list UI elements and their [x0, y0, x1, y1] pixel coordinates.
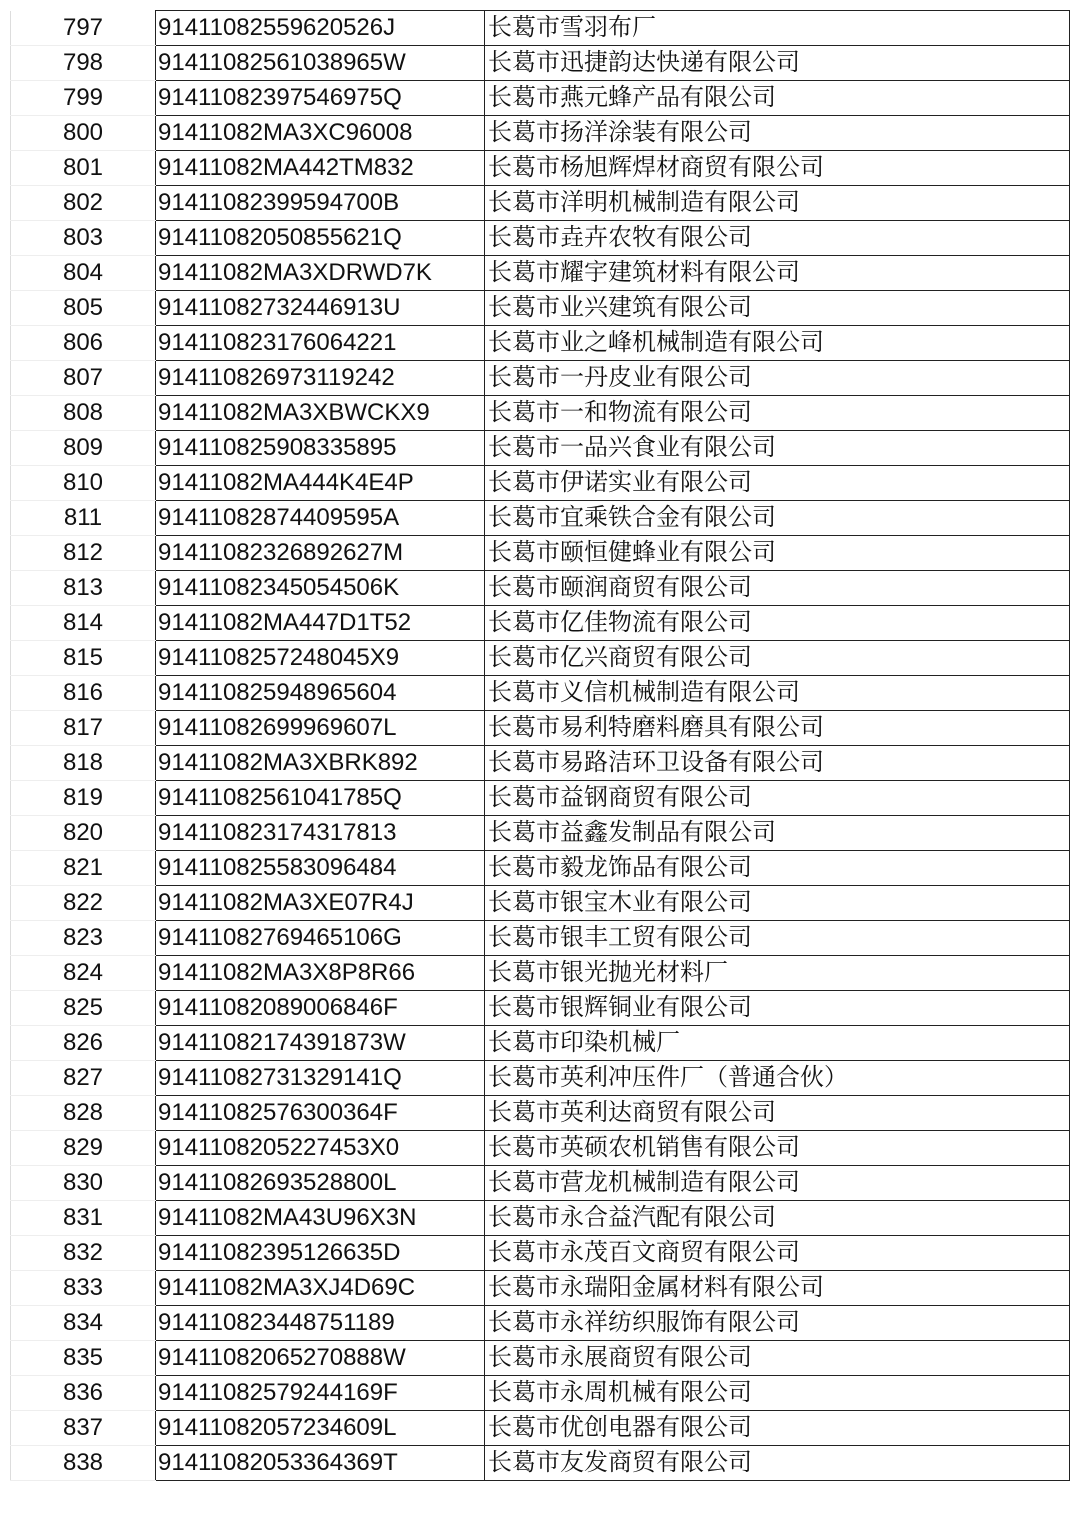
credit-code: 91411082089006846F — [156, 991, 485, 1026]
credit-code: 91411082MA3XDRWD7K — [156, 256, 485, 291]
credit-code: 91411082769465106G — [156, 921, 485, 956]
table-row — [11, 116, 1070, 151]
credit-code: 91411082397546975Q — [156, 81, 485, 116]
row-number: 811 — [11, 501, 156, 536]
row-number: 832 — [11, 1236, 156, 1271]
row-number: 824 — [11, 956, 156, 991]
row-number: 829 — [11, 1131, 156, 1166]
company-name: 长葛市迅捷韵达快递有限公司 — [485, 46, 1070, 81]
credit-code: 91411082MA3XBRK892 — [156, 746, 485, 781]
table-row — [11, 291, 1070, 326]
credit-code: 91411082559620526J — [156, 11, 485, 46]
row-number: 797 — [11, 11, 156, 46]
table-row — [11, 676, 1070, 711]
row-number: 834 — [11, 1306, 156, 1341]
row-number: 836 — [11, 1376, 156, 1411]
row-number: 823 — [11, 921, 156, 956]
credit-code: 91411082MA444K4E4P — [156, 466, 485, 501]
row-number: 803 — [11, 221, 156, 256]
row-number: 827 — [11, 1061, 156, 1096]
row-number: 837 — [11, 1411, 156, 1446]
table-row — [11, 851, 1070, 886]
company-name: 长葛市永茂百文商贸有限公司 — [485, 1236, 1070, 1271]
company-name: 长葛市银宝木业有限公司 — [485, 886, 1070, 921]
credit-code: 914110823176064221 — [156, 326, 485, 361]
company-name: 长葛市友发商贸有限公司 — [485, 1446, 1070, 1481]
table-row — [11, 781, 1070, 816]
credit-code: 91411082065270888W — [156, 1341, 485, 1376]
row-number: 808 — [11, 396, 156, 431]
company-name: 长葛市亿佳物流有限公司 — [485, 606, 1070, 641]
credit-code: 914110823174317813 — [156, 816, 485, 851]
row-number: 833 — [11, 1271, 156, 1306]
credit-code: 914110825948965604 — [156, 676, 485, 711]
credit-code: 91411082MA442TM832 — [156, 151, 485, 186]
company-name: 长葛市垚卉农牧有限公司 — [485, 221, 1070, 256]
company-name: 长葛市永祥纺织服饰有限公司 — [485, 1306, 1070, 1341]
table-row — [11, 1271, 1070, 1306]
company-name: 长葛市益钢商贸有限公司 — [485, 781, 1070, 816]
company-name: 长葛市营龙机械制造有限公司 — [485, 1166, 1070, 1201]
row-number: 816 — [11, 676, 156, 711]
table-row — [11, 1236, 1070, 1271]
company-name: 长葛市颐润商贸有限公司 — [485, 571, 1070, 606]
row-number: 825 — [11, 991, 156, 1026]
row-number: 802 — [11, 186, 156, 221]
table-row — [11, 1061, 1070, 1096]
table-row — [11, 816, 1070, 851]
table-row — [11, 641, 1070, 676]
table-row — [11, 1306, 1070, 1341]
company-list-table — [10, 10, 1070, 1481]
company-name: 长葛市英利达商贸有限公司 — [485, 1096, 1070, 1131]
credit-code: 914110823448751189 — [156, 1306, 485, 1341]
company-name: 长葛市业之峰机械制造有限公司 — [485, 326, 1070, 361]
table-row — [11, 606, 1070, 641]
table-row — [11, 501, 1070, 536]
credit-code: 91411082053364369T — [156, 1446, 485, 1481]
table-row — [11, 921, 1070, 956]
row-number: 819 — [11, 781, 156, 816]
credit-code: 91411082561041785Q — [156, 781, 485, 816]
company-name: 长葛市亿兴商贸有限公司 — [485, 641, 1070, 676]
table-row — [11, 1096, 1070, 1131]
table-row — [11, 186, 1070, 221]
credit-code: 9141108257248045X9 — [156, 641, 485, 676]
row-number: 800 — [11, 116, 156, 151]
table-row — [11, 886, 1070, 921]
table-row — [11, 431, 1070, 466]
company-name: 长葛市永周机械有限公司 — [485, 1376, 1070, 1411]
credit-code: 91411082326892627M — [156, 536, 485, 571]
table-row — [11, 991, 1070, 1026]
table-row — [11, 1131, 1070, 1166]
credit-code: 91411082MA447D1T52 — [156, 606, 485, 641]
credit-code: 91411082057234609L — [156, 1411, 485, 1446]
company-name: 长葛市雪羽布厂 — [485, 11, 1070, 46]
table-row — [11, 81, 1070, 116]
table-row — [11, 361, 1070, 396]
table-row — [11, 1201, 1070, 1236]
company-name: 长葛市颐恒健蜂业有限公司 — [485, 536, 1070, 571]
row-number: 813 — [11, 571, 156, 606]
company-name: 长葛市益鑫发制品有限公司 — [485, 816, 1070, 851]
credit-code: 91411082874409595A — [156, 501, 485, 536]
row-number: 826 — [11, 1026, 156, 1061]
row-number: 817 — [11, 711, 156, 746]
row-number: 812 — [11, 536, 156, 571]
table-row — [11, 11, 1070, 46]
table-row — [11, 396, 1070, 431]
credit-code: 91411082MA3XC96008 — [156, 116, 485, 151]
row-number: 806 — [11, 326, 156, 361]
company-name: 长葛市印染机械厂 — [485, 1026, 1070, 1061]
company-name: 长葛市耀宇建筑材料有限公司 — [485, 256, 1070, 291]
company-name: 长葛市英利冲压件厂（普通合伙） — [485, 1061, 1070, 1096]
table-row — [11, 1341, 1070, 1376]
credit-code: 91411082693528800L — [156, 1166, 485, 1201]
company-name: 长葛市宜乘铁合金有限公司 — [485, 501, 1070, 536]
row-number: 830 — [11, 1166, 156, 1201]
row-number: 810 — [11, 466, 156, 501]
credit-code: 914110825908335895 — [156, 431, 485, 466]
row-number: 804 — [11, 256, 156, 291]
company-name: 长葛市业兴建筑有限公司 — [485, 291, 1070, 326]
company-name: 长葛市优创电器有限公司 — [485, 1411, 1070, 1446]
company-name: 长葛市义信机械制造有限公司 — [485, 676, 1070, 711]
credit-code: 91411082399594700B — [156, 186, 485, 221]
company-name: 长葛市伊诺实业有限公司 — [485, 466, 1070, 501]
company-name: 长葛市银辉铜业有限公司 — [485, 991, 1070, 1026]
company-name: 长葛市一和物流有限公司 — [485, 396, 1070, 431]
credit-code: 914110826973119242 — [156, 361, 485, 396]
table-row — [11, 221, 1070, 256]
credit-code: 91411082576300364F — [156, 1096, 485, 1131]
row-number: 838 — [11, 1446, 156, 1481]
table-row — [11, 956, 1070, 991]
credit-code: 91411082MA3XJ4D69C — [156, 1271, 485, 1306]
table-row — [11, 1166, 1070, 1201]
row-number: 835 — [11, 1341, 156, 1376]
table-row — [11, 1411, 1070, 1446]
company-name: 长葛市银光抛光材料厂 — [485, 956, 1070, 991]
company-name: 长葛市一丹皮业有限公司 — [485, 361, 1070, 396]
company-name: 长葛市洋明机械制造有限公司 — [485, 186, 1070, 221]
table-row — [11, 711, 1070, 746]
table-row — [11, 1026, 1070, 1061]
table-row — [11, 746, 1070, 781]
credit-code: 91411082395126635D — [156, 1236, 485, 1271]
table-row — [11, 466, 1070, 501]
company-name: 长葛市易路洁环卫设备有限公司 — [485, 746, 1070, 781]
credit-code: 91411082050855621Q — [156, 221, 485, 256]
company-name: 长葛市一品兴食业有限公司 — [485, 431, 1070, 466]
row-number: 820 — [11, 816, 156, 851]
credit-code: 914110825583096484 — [156, 851, 485, 886]
credit-code: 91411082MA3XE07R4J — [156, 886, 485, 921]
company-name: 长葛市杨旭辉焊材商贸有限公司 — [485, 151, 1070, 186]
company-name: 长葛市易利特磨料磨具有限公司 — [485, 711, 1070, 746]
row-number: 822 — [11, 886, 156, 921]
credit-code: 9141108205227453X0 — [156, 1131, 485, 1166]
credit-code: 91411082345054506K — [156, 571, 485, 606]
credit-code: 91411082MA43U96X3N — [156, 1201, 485, 1236]
row-number: 831 — [11, 1201, 156, 1236]
table-row — [11, 1446, 1070, 1481]
table-row — [11, 151, 1070, 186]
company-name: 长葛市银丰工贸有限公司 — [485, 921, 1070, 956]
company-name: 长葛市永瑞阳金属材料有限公司 — [485, 1271, 1070, 1306]
credit-code: 91411082731329141Q — [156, 1061, 485, 1096]
table-row — [11, 46, 1070, 81]
credit-code: 91411082MA3XBWCKX9 — [156, 396, 485, 431]
table-row — [11, 1376, 1070, 1411]
table-row — [11, 571, 1070, 606]
company-name: 长葛市永展商贸有限公司 — [485, 1341, 1070, 1376]
company-name: 长葛市扬洋涂装有限公司 — [485, 116, 1070, 151]
row-number: 799 — [11, 81, 156, 116]
table-row — [11, 256, 1070, 291]
row-number: 818 — [11, 746, 156, 781]
credit-code: 91411082579244169F — [156, 1376, 485, 1411]
table-body — [11, 11, 1070, 1481]
credit-code: 91411082561038965W — [156, 46, 485, 81]
company-name: 长葛市英硕农机销售有限公司 — [485, 1131, 1070, 1166]
row-number: 821 — [11, 851, 156, 886]
row-number: 801 — [11, 151, 156, 186]
company-name: 长葛市永合益汽配有限公司 — [485, 1201, 1070, 1236]
credit-code: 91411082732446913U — [156, 291, 485, 326]
row-number: 798 — [11, 46, 156, 81]
table-row — [11, 326, 1070, 361]
credit-code: 91411082174391873W — [156, 1026, 485, 1061]
row-number: 814 — [11, 606, 156, 641]
row-number: 807 — [11, 361, 156, 396]
credit-code: 91411082699969607L — [156, 711, 485, 746]
company-name: 长葛市毅龙饰品有限公司 — [485, 851, 1070, 886]
row-number: 805 — [11, 291, 156, 326]
row-number: 815 — [11, 641, 156, 676]
row-number: 828 — [11, 1096, 156, 1131]
credit-code: 91411082MA3X8P8R66 — [156, 956, 485, 991]
table-row — [11, 536, 1070, 571]
company-name: 长葛市燕元蜂产品有限公司 — [485, 81, 1070, 116]
row-number: 809 — [11, 431, 156, 466]
